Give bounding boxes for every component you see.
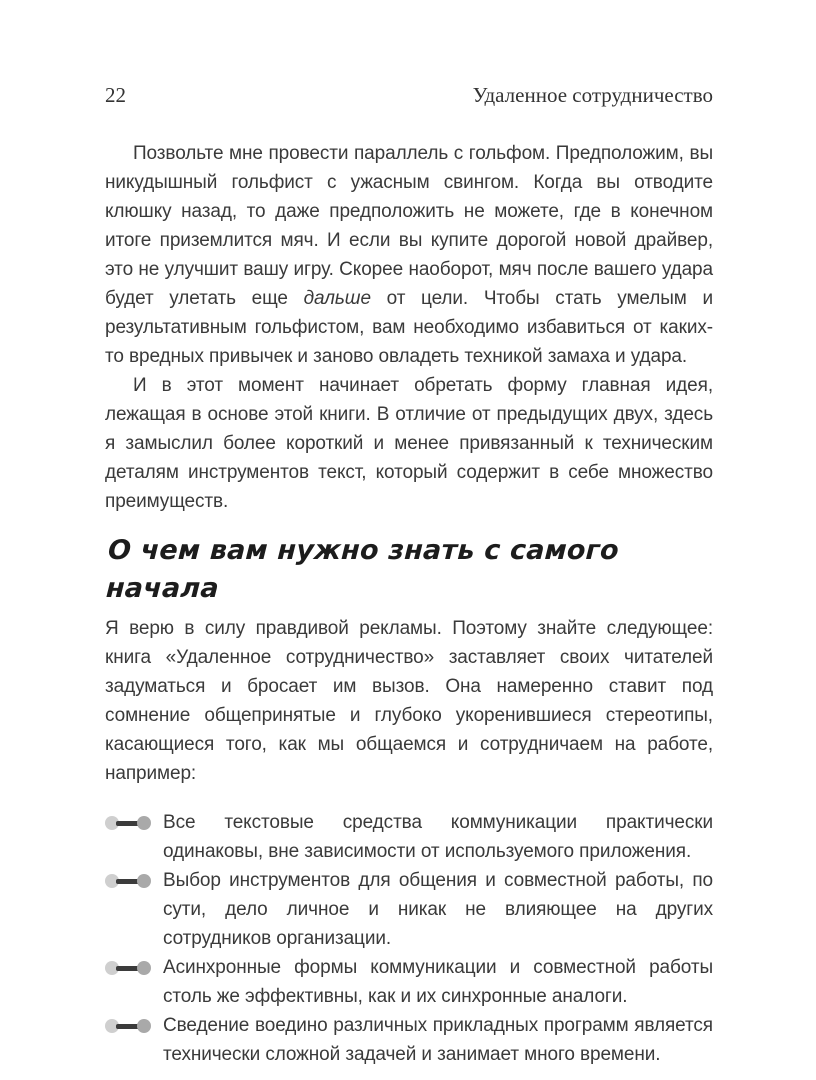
emphasized-word: дальше bbox=[303, 288, 371, 309]
paragraph-text: Позвольте мне провести параллель с гольфом. Предположим, вы никудышный гольфист с ужасным свингом. Когда вы отводите клюшку назад, то даже предположить не можете, где в конечном итоге приземлится мяч. И если вы купите дорогой новой драйвер, это не улучшит вашу игру. Скорее наоборот, мяч после вашего удара будет улетать еще bbox=[105, 143, 713, 309]
list-item bbox=[105, 808, 713, 866]
list-item bbox=[105, 1011, 713, 1069]
paragraph-text: от цели. Чтобы стать умелым и результативным гольфистом, вам необходимо избавиться от каких-то вредных привычек и заново овладеть техникой замаха и удара. bbox=[105, 288, 713, 367]
page-content bbox=[105, 139, 713, 1069]
bullet-list bbox=[105, 808, 713, 1069]
page-number: 22 bbox=[105, 83, 126, 107]
dumbbell-bullet-icon bbox=[105, 961, 151, 975]
dumbbell-bullet-icon bbox=[105, 874, 151, 888]
bullet-text: Все текстовые средства коммуникации практически одинаковы, вне зависимости от используемого приложения. bbox=[163, 812, 713, 862]
bullet-text: Выбор инструментов для общения и совместной работы, по сути, дело личное и никак не влияющее на других сотрудников организации. bbox=[163, 870, 713, 949]
dumbbell-bullet-icon bbox=[105, 1019, 151, 1033]
dumbbell-bullet-icon bbox=[105, 816, 151, 830]
section-heading: О чем вам нужно знать с самого начала bbox=[105, 535, 620, 604]
list-item bbox=[105, 953, 713, 1011]
paragraph-golf-analogy bbox=[105, 139, 713, 371]
bullet-text: Сведение воедино различных прикладных программ является технически сложной задачей и занимает много времени. bbox=[163, 1015, 713, 1065]
page-header bbox=[105, 83, 713, 107]
paragraph-honest-advertising: Я верю в силу правдивой рекламы. Поэтому знайте следующее: книга «Удаленное сотрудничество» заставляет своих читателей задуматься и бросает им вызов. Она намеренно ставит под сомнение общепринятые и глубоко укоренившиеся стереотипы, касающиеся того, как мы общаемся и сотрудничаем на работе, например: bbox=[105, 618, 713, 784]
bullet-text: Асинхронные формы коммуникации и совместной работы столь же эффективны, как и их синхронные аналоги. bbox=[163, 957, 713, 1007]
list-item bbox=[105, 866, 713, 953]
paragraph-main-idea: И в этот момент начинает обретать форму главная идея, лежащая в основе этой книги. В отличие от предыдущих двух, здесь я замыслил более короткий и менее привязанный к техническим деталям инструментов текст, который содержит в себе множество преимуществ. bbox=[105, 375, 713, 512]
running-title: Удаленное сотрудничество bbox=[472, 83, 713, 107]
